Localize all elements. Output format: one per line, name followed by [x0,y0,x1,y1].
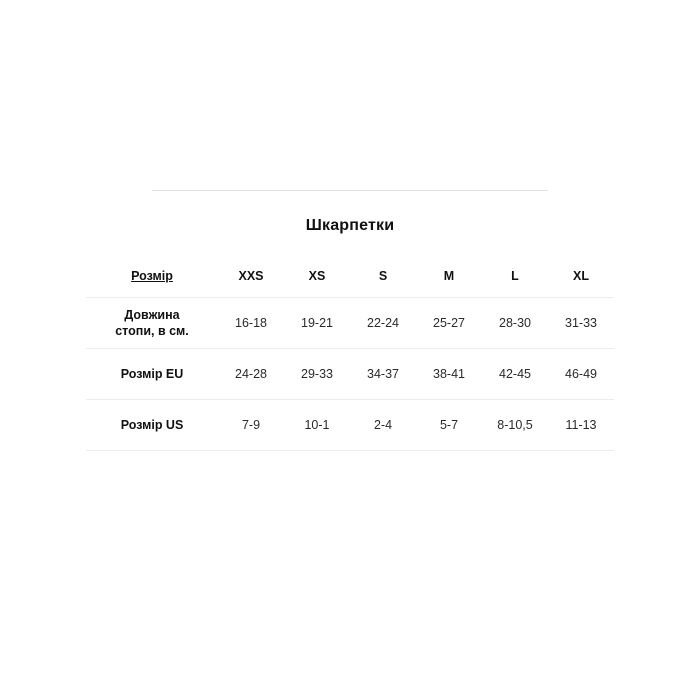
column-header-m: M [416,255,482,298]
table-row [86,298,614,349]
column-header-xs: XS [284,255,350,298]
top-divider [152,190,548,191]
cell-size-eu-xxs: 24-28 [218,349,284,400]
row-label-line-1: Довжина [124,308,180,322]
cell-foot-length-xxs: 16-18 [218,298,284,349]
table-row [86,349,614,400]
row-label-line-2: стопи, в см. [115,324,189,338]
column-header-s: S [350,255,416,298]
cell-foot-length-xl: 31-33 [548,298,614,349]
table-header-row [86,255,614,298]
cell-size-us-xl: 11-13 [548,400,614,451]
cell-size-us-l: 8-10,5 [482,400,548,451]
cell-size-eu-xl: 46-49 [548,349,614,400]
size-chart-content [0,190,700,451]
row-label-size-us: Розмір US [86,400,218,451]
cell-size-eu-m: 38-41 [416,349,482,400]
column-header-xl: XL [548,255,614,298]
cell-foot-length-l: 28-30 [482,298,548,349]
cell-size-eu-xs: 29-33 [284,349,350,400]
cell-size-us-s: 2-4 [350,400,416,451]
cell-foot-length-xs: 19-21 [284,298,350,349]
column-header-xxs: XXS [218,255,284,298]
cell-foot-length-s: 22-24 [350,298,416,349]
cell-foot-length-m: 25-27 [416,298,482,349]
cell-size-us-m: 5-7 [416,400,482,451]
cell-size-eu-s: 34-37 [350,349,416,400]
cell-size-us-xs: 10-1 [284,400,350,451]
table-body [86,298,614,451]
table-header [86,255,614,298]
table-row [86,400,614,451]
page-title: Шкарпетки [305,217,395,234]
column-header-size [86,255,218,298]
size-table [86,255,614,451]
cell-size-us-xxs: 7-9 [218,400,284,451]
row-label-size-eu: Розмір EU [86,349,218,400]
cell-size-eu-l: 42-45 [482,349,548,400]
column-header-l: L [482,255,548,298]
column-header-size-label: Розмір [131,269,173,283]
row-label-foot-length [86,298,218,349]
